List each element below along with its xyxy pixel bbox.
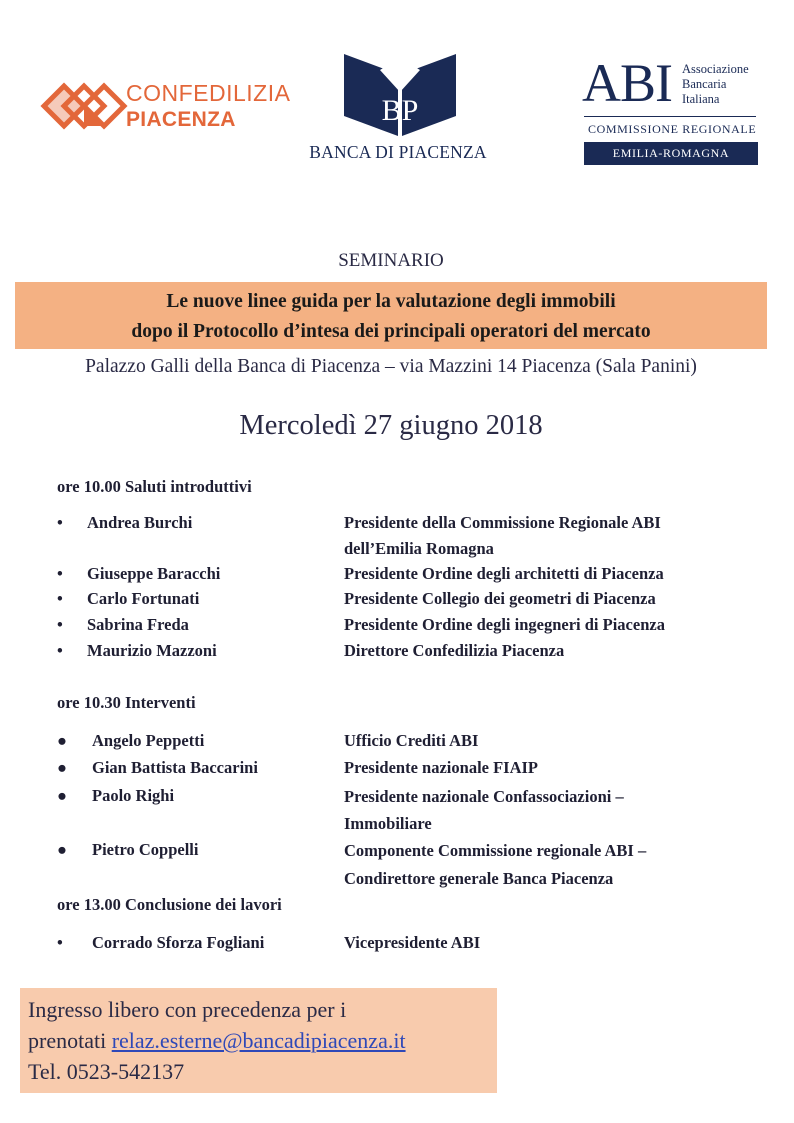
speaker-name: Sabrina Freda <box>87 615 189 634</box>
bullet-icon: ● <box>57 840 67 859</box>
email-link[interactable]: relaz.esterne@bancadipiacenza.it <box>111 1028 406 1053</box>
phone-number: Tel. 0523-542137 <box>28 1059 185 1084</box>
speaker-role-line: Presidente della Commissione Regionale ABI <box>344 513 661 532</box>
speaker-name: Gian Battista Baccarini <box>92 758 258 777</box>
confedilizia-name: CONFEDILIZIA <box>126 80 291 106</box>
speaker-role: Presidente nazionale FIAIP <box>344 758 539 777</box>
section-heading-closing: ore 13.00 Conclusione dei lavori <box>57 895 282 914</box>
abi-line-2: Bancaria <box>682 77 727 91</box>
bullet-icon: • <box>57 513 63 532</box>
speaker-name: Maurizio Mazzoni <box>87 641 217 660</box>
confedilizia-logo <box>38 72 291 154</box>
speaker-role-line: dell’Emilia Romagna <box>344 539 494 558</box>
abi-letters: ABI <box>582 53 672 113</box>
bullet-icon: ● <box>57 731 67 750</box>
speaker-role: Ufficio Crediti ABI <box>344 731 479 750</box>
bank-name: BANCA DI PIACENZA <box>309 142 487 162</box>
speaker-name: Paolo Righi <box>92 786 175 805</box>
title-line-2: dopo il Protocollo d’intesa dei principali operatori del mercato <box>131 321 651 342</box>
seminar-title-box <box>15 282 767 349</box>
registration-line: Ingresso libero con precedenza per i <box>28 997 347 1022</box>
abi-line-3: Italiana <box>682 92 720 106</box>
section-heading-welcome: ore 10.00 Saluti introduttivi <box>57 477 252 496</box>
bullet-icon: ● <box>57 786 67 805</box>
bullet-icon: ● <box>57 758 67 777</box>
speaker-name: Angelo Peppetti <box>92 731 205 750</box>
speaker-name: Carlo Fortunati <box>87 589 200 608</box>
abi-divider <box>584 116 756 117</box>
abi-line-1: Associazione <box>682 62 749 76</box>
speaker-role <box>344 837 774 893</box>
speaker-role: Vicepresidente ABI <box>344 933 481 952</box>
speaker-role <box>344 783 774 837</box>
banca-di-piacenza-logo <box>300 50 500 170</box>
seminar-label: SEMINARIO <box>338 250 444 271</box>
speaker-role: Presidente Collegio dei geometri di Piacenza <box>344 589 656 608</box>
speaker-name: Pietro Coppelli <box>92 840 199 859</box>
section-heading-talks: ore 10.30 Interventi <box>57 693 196 712</box>
bullet-icon: • <box>57 641 63 660</box>
bp-monogram: BP <box>381 94 419 127</box>
bullet-icon: • <box>57 564 63 583</box>
speaker-role <box>344 510 774 562</box>
speaker-name: Giuseppe Baracchi <box>87 564 221 583</box>
registration-info-box <box>20 988 497 1093</box>
speaker-role-line: Immobiliare <box>344 814 432 833</box>
speaker-role: Presidente Ordine degli ingegneri di Piacenza <box>344 615 665 634</box>
title-line-1: Le nuove linee guida per la valutazione degli immobili <box>166 291 616 312</box>
speaker-role-line: Condirettore generale Banca Piacenza <box>344 869 614 888</box>
confedilizia-city: PIACENZA <box>126 108 236 131</box>
registration-email-line <box>28 1025 497 1056</box>
speaker-role: Presidente Ordine degli architetti di Piacenza <box>344 564 664 583</box>
bullet-icon: • <box>57 615 63 634</box>
abi-association-text <box>682 62 749 107</box>
open-book-icon <box>340 50 460 140</box>
registration-prefix: prenotati <box>28 1028 112 1053</box>
bullet-icon: • <box>57 933 63 952</box>
speaker-name: Corrado Sforza Fogliani <box>92 933 265 952</box>
confedilizia-emblem-icon <box>38 74 128 146</box>
speaker-role-line: Presidente nazionale Confassociazioni – <box>344 787 624 806</box>
abi-commission: COMMISSIONE REGIONALE <box>588 122 757 136</box>
event-date: Mercoledì 27 giugno 2018 <box>239 410 543 441</box>
speaker-name: Andrea Burchi <box>87 513 193 532</box>
abi-region-badge: EMILIA-ROMAGNA <box>584 142 758 165</box>
abi-logo <box>582 53 762 168</box>
bullet-icon: • <box>57 589 63 608</box>
venue: Palazzo Galli della Banca di Piacenza – via Mazzini 14 Piacenza (Sala Panini) <box>85 356 697 377</box>
speaker-role-line: Componente Commissione regionale ABI – <box>344 841 647 860</box>
speaker-role: Direttore Confedilizia Piacenza <box>344 641 565 660</box>
